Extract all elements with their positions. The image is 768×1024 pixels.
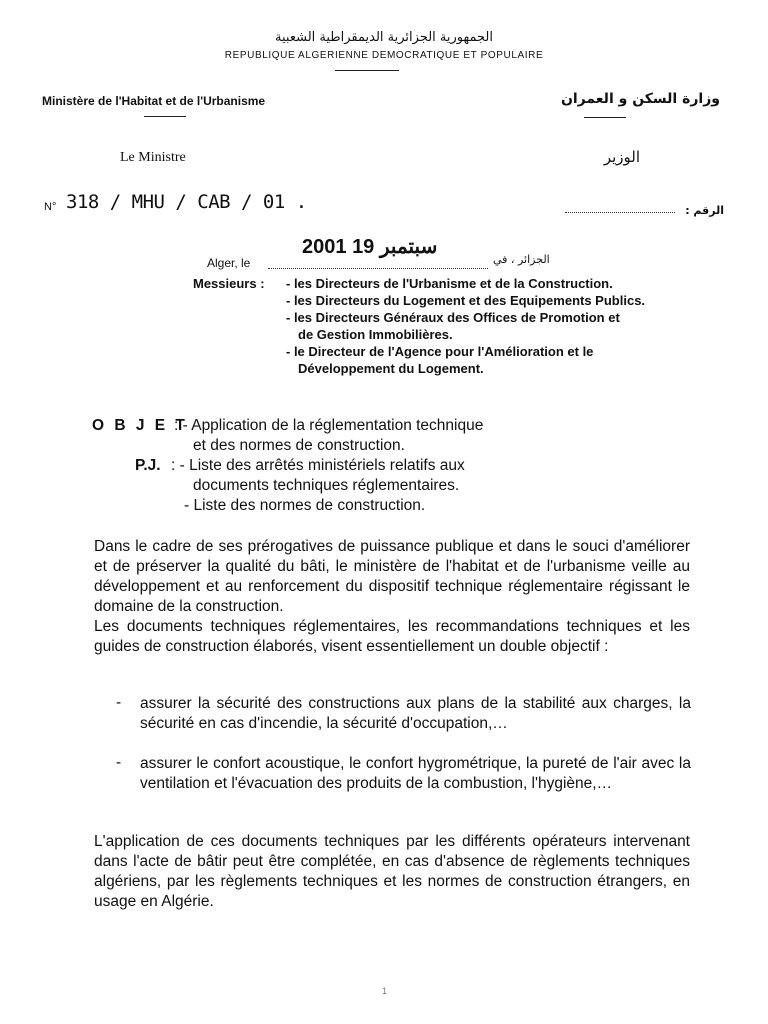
- ministry-name-ar: وزارة السكن و العمران: [560, 91, 720, 107]
- bullet-item: assurer le confort acoustique, le confort hygrométrique, la pureté de l'air avec la ventilation et l'évacuation des produits de la combustion, l'hygiène,…: [140, 755, 691, 792]
- reference-number: 318 / MHU / CAB / 01 .: [66, 191, 307, 213]
- addressees-label: Messieurs :: [193, 276, 265, 291]
- date-dotted-line: [268, 262, 488, 269]
- pj-line: - Liste des normes de construction.: [184, 497, 426, 514]
- reference-label-ar: الرقم :: [685, 204, 724, 217]
- header-divider: [335, 70, 399, 71]
- bullet-marker: -: [116, 754, 122, 771]
- objet-line: et des normes de construction.: [193, 437, 405, 454]
- bullet-item: assurer la sécurité des constructions aux plans de la stabilité aux charges, la sécurité en cas d'incendie, la sécurité d'occupation,…: [140, 695, 691, 732]
- addressee-line: de Gestion Immobilières.: [298, 327, 453, 342]
- place-label-ar: الجزائر ، في: [493, 253, 550, 266]
- pj-line: documents techniques réglementaires.: [193, 477, 460, 494]
- pj-line: : - Liste des arrêtés ministériels relatifs aux: [171, 457, 465, 474]
- page-mark: 1: [382, 986, 388, 996]
- bullet-marker: -: [116, 694, 122, 711]
- pj-label: P.J.: [135, 457, 161, 474]
- objet-line: : - Application de la réglementation technique: [174, 417, 484, 434]
- addressee-line: - le Directeur de l'Agence pour l'Amélioration et le: [286, 344, 594, 359]
- date-stamp: 2001 سبتمبر 19: [302, 236, 438, 258]
- minister-title-ar: الوزير: [603, 148, 640, 166]
- place-label-fr: Alger, le: [207, 256, 251, 270]
- addressee-line: Développement du Logement.: [298, 361, 484, 376]
- body-paragraph: L'application de ces documents techniques par les différents opérateurs intervenant dans l'acte de bâtir peut être complétée, en cas d'absence de règlements techniques algériens, par les règlements techniques et les normes de construction étrangers, en usage en Algérie.: [94, 833, 690, 910]
- ministry-name-fr: Ministère de l'Habitat et de l'Urbanisme: [42, 94, 266, 108]
- body-paragraph: Les documents techniques réglementaires, les recommandations techniques et les guides de construction élaborés, visent essentiellement un double objectif :: [94, 618, 690, 655]
- body-paragraph: Dans le cadre de ses prérogatives de puissance publique et dans le souci d'améliorer et de préserver la qualité du bâti, le ministère de l'habitat et de l'urbanisme veille au développement et au renforcement du dispositif technique réglementaire régissant le domaine de la construction.: [94, 538, 690, 615]
- addressee-line: - les Directeurs du Logement et des Equipements Publics.: [286, 293, 646, 308]
- ministry-fr-underline: [144, 116, 186, 117]
- arabic-republic-heading: الجمهورية الجزائرية الديمقراطية الشعبية: [275, 30, 493, 45]
- ministry-ar-underline: [584, 117, 626, 118]
- addressee-line: - les Directeurs Généraux des Offices de Promotion et: [286, 310, 620, 325]
- minister-title-fr: Le Ministre: [120, 150, 186, 165]
- objet-label: O B J E T: [92, 417, 188, 434]
- french-republic-heading: REPUBLIQUE ALGERIENNE DEMOCRATIQUE ET POPULAIRE: [224, 50, 544, 61]
- reference-dotted-line: [565, 204, 675, 213]
- reference-prefix: N°: [44, 201, 57, 213]
- addressee-line: - les Directeurs de l'Urbanisme et de la Construction.: [286, 276, 613, 291]
